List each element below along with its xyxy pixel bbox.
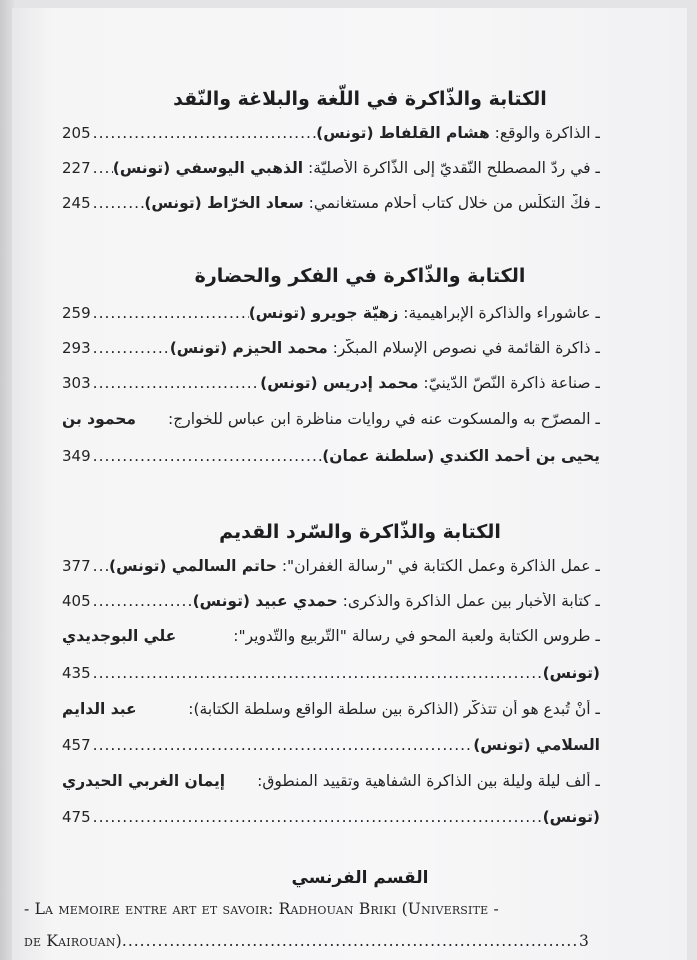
section-title-french: القسم الفرنسي [291,868,429,888]
page-number: 457 [62,736,91,754]
page-number: 245 [62,194,91,212]
toc-entry: ـ كتابة الأخبار بين عمل الذاكرة والذكرى: حمدي عبيد (تونس) ..... 405 [62,592,600,618]
toc-entry-continuation: (تونس) ..... 475 [62,808,600,834]
page-number: 435 [62,664,91,682]
french-entry-line-2: de Kairouan) ..... 3 [24,932,589,950]
page-number: 227 [62,159,91,177]
toc-entry: ـ طروس الكتابة ولعبة المحو في رسالة "التّربيع والتّدوير": علي البوجديدي [62,627,600,645]
section-title-thought: الكتابة والذّاكرة في الفكر والحضارة [194,265,526,287]
page-number: 3 [578,932,589,950]
french-entry-line-1: - La memoire entre art et savoir: Radhouan Briki (Universite - [24,900,499,918]
toc-entry: ـ ألف ليلة وليلة بين الذاكرة الشفاهية وتقييد المنطوق: إيمان الغربي الحيدري [62,772,600,790]
toc-entry: ـ عمل الذاكرة وعمل الكتابة في "رسالة الغفران": حاتم السالمي (تونس) ..... 377 [62,557,600,583]
section-title-narrative: الكتابة والذّاكرة والسّرد القديم [219,521,501,543]
toc-entry: ـ صناعة ذاكرة النّصّ الدّينيّ: محمد إدريس (تونس) ..... 303 [62,374,600,400]
section-title-language: الكتابة والذّاكرة في اللّغة والبلاغة والنّقد [173,88,547,110]
toc-entry: ـ فكّ التكلّس من خلال كتاب أحلام مستغانمي: سعاد الخرّاط (تونس) ..... 245 [62,194,600,220]
page-number: 475 [62,808,91,826]
page-number: 303 [62,374,91,392]
page-number: 259 [62,304,91,322]
toc-entry-continuation: يحيى بن أحمد الكندي (سلطنة عمان) ..... 349 [62,447,600,473]
page-number: 349 [62,447,91,465]
toc-entry: ـ عاشوراء والذاكرة الإبراهيمية: زهيّة جويرو (تونس) ..... 259 [62,304,600,330]
toc-entry: ـ ذاكرة القائمة في نصوص الإسلام المبكّر: محمد الحيزم (تونس) ..... 293 [62,339,600,365]
page-number: 293 [62,339,91,357]
toc-entry: ـ المصرّح به والمسكوت عنه في روايات مناظرة ابن عباس للخوارج: محمود بن [62,410,600,428]
page-number: 377 [62,557,91,575]
page-number: 405 [62,592,91,610]
toc-entry-continuation: (تونس) ..... 435 [62,664,600,690]
toc-entry: ـ في ردّ المصطلح النّقديّ إلى الذّاكرة الأصليّة: الذهبي اليوسفي (تونس) ..... 227 [62,159,600,185]
page-number: 205 [62,124,91,142]
toc-entry-continuation: السلامي (تونس) ..... 457 [62,736,600,762]
toc-entry: ـ أنْ تُبدع هو أن تتذكّر (الذاكرة بين سلطة الواقع وسلطة الكتابة): عبد الدايم [62,700,600,718]
toc-entry: ـ الذاكرة والوقع: هشام القلفاط (تونس) ..... 205 [62,124,600,150]
